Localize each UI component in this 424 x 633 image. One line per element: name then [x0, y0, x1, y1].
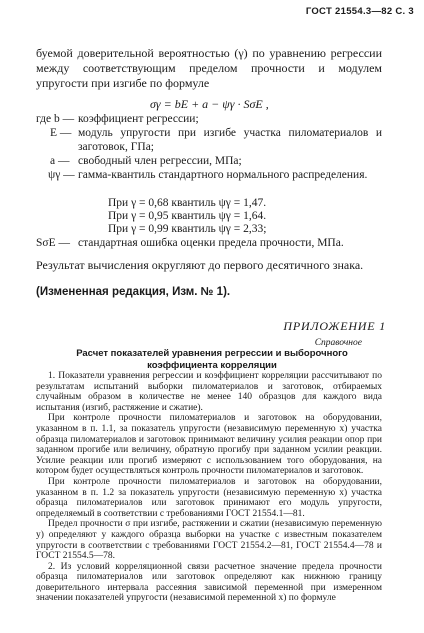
definition-label: a —	[50, 155, 70, 167]
page-header: ГОСТ 21554.3—82 С. 3	[305, 6, 414, 17]
result-note: Результат вычисления округляют до первого десятичного знака.	[36, 258, 364, 272]
regression-formula: σγ = bE + a − ψγ · SσE ,	[150, 97, 269, 111]
paragraph: Предел прочности σ при изгибе, растяжении и сжатии (независимую переменную y) определяют у каждого образца выборки на участке с известным показателем упругости в соответствии с требованиями ГОСТ 21554.2—81, ГОСТ 21554.4—78 и ГОСТ 21554.5—78.	[36, 519, 382, 562]
definition-text: модуль упругости при изгибе участка пиломатериалов и заготовок, ГПа;	[78, 127, 382, 153]
appendix-note: Справочное	[314, 338, 362, 348]
quantile-line: При γ = 0,95 квантиль ψγ = 1,64.	[108, 210, 267, 222]
definition-label: где b —	[36, 113, 75, 125]
quantile-line: При γ = 0,68 квантиль ψγ = 1,47.	[108, 197, 267, 209]
intro-paragraph: буемой доверительной вероятностью (γ) по уравнению регрессии между соответствующим пределом прочности и модулем упругости при изгибе по формуле	[36, 46, 382, 90]
definition-text: стандартная ошибка оценки предела прочности, МПа.	[78, 237, 344, 249]
paragraph: При контроле прочности пиломатериалов и заготовок на оборудовании, указанном в п. 1.2 за показатель упругости (независимую переменную x) участка образца пиломатериалов или заготовок принимают его модуль упругости, определяемый в соответствии с требованиями ГОСТ 21554.1—81.	[36, 476, 382, 519]
definition-text: гамма-квантиль стандартного нормального распределения.	[78, 169, 368, 181]
paragraph: При контроле прочности пиломатериалов и заготовок на оборудовании, указанном в п. 1.1, за показатель упругости (независимую переменную x) участка образца пиломатериалов и заготовок принимают величину усилия реакции опор при заданном прогибе или величину, обратную прогибу при заданном усилии реакции. Усилие реакции или прогиб измеряют с использованием того оборудования, на котором будет осуществляться контроль прочности пиломатериалов и заготовок.	[36, 413, 382, 477]
definition-text: свободный член регрессии, МПа;	[78, 155, 242, 167]
appendix-heading: ПРИЛОЖЕНИЕ 1	[283, 319, 386, 333]
edition-note: (Измененная редакция, Изм. № 1).	[36, 286, 231, 298]
paragraph: 1. Показатели уравнения регрессии и коэффициент корреляции рассчитывают по результатам испытаний выборки пиломатериалов и заготовок, отбираемых случайным образом в количестве не менее 140 образцов для каждого вида испытания (изгиб, растяжение и сжатие).	[36, 371, 382, 413]
definition-label: ψγ —	[48, 169, 75, 181]
section-title: Расчет показателей уравнения регрессии и выборочного коэффициента корреляции	[76, 348, 348, 371]
paragraph: 2. Из условий корреляционной связи расчетное значение предела прочности образца пиломатериалов или заготовок определяют как нижнюю границу доверительного интервала рассеяния зависимой переменной при измеренном значении показателей упругости (независимой переменной x) по формуле	[36, 561, 382, 604]
definition-label: E —	[50, 127, 72, 139]
definition-label: SσE —	[36, 237, 70, 249]
body-text	[36, 371, 382, 604]
definition-text: коэффициент регрессии;	[78, 113, 199, 125]
quantile-line: При γ = 0,99 квантиль ψγ = 2,33;	[108, 223, 267, 235]
